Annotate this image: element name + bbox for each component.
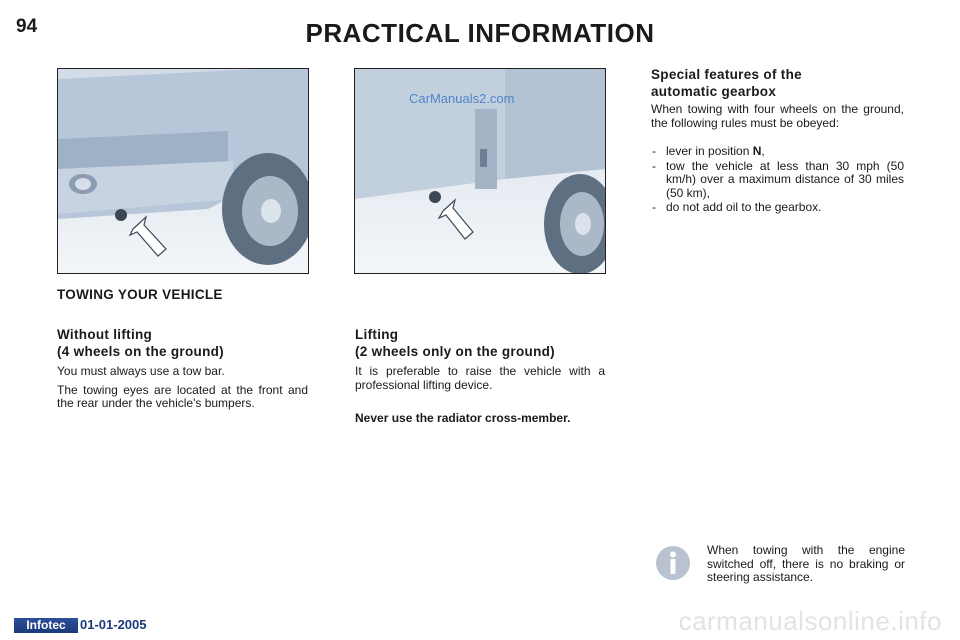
gearbox-rules-list	[651, 145, 904, 216]
radiator-warning: Never use the radiator cross-member.	[355, 411, 571, 425]
lifting-heading	[355, 326, 607, 360]
lifting-device-text: It is preferable to raise the vehicle with a professional lifting device.	[355, 364, 605, 392]
rear-towing-figure	[354, 68, 606, 274]
tow-bar-text: You must always use a tow bar.	[57, 364, 225, 378]
info-note-text: When towing with the engine switched off, there is no braking or steering assistance.	[707, 543, 905, 584]
list-item	[651, 201, 904, 215]
without-lifting-heading-line1: Without lifting	[57, 327, 153, 342]
without-lifting-heading-line2: (4 wheels on the ground)	[57, 344, 224, 359]
towing-eyes-text: The towing eyes are located at the front and the rear under the vehicle's bumpers.	[57, 382, 308, 410]
tow-speed-text: tow the vehicle at less than 30 mph (50 km/h) over a maximum distance of 30 miles (50 km),	[666, 158, 904, 200]
lifting-heading-line2: (2 wheels only on the ground)	[355, 344, 555, 359]
section-heading: TOWING YOUR VEHICLE	[57, 287, 223, 302]
lifting-heading-line1: Lifting	[355, 327, 399, 342]
front-towing-figure	[57, 68, 309, 274]
footer-site-watermark: carmanualsonline.info	[678, 606, 942, 636]
list-dash: -	[652, 200, 656, 214]
gearbox-oil-text: do not add oil to the gearbox.	[666, 200, 822, 214]
lever-position-text: lever in position	[666, 144, 753, 158]
list-dash: -	[652, 158, 656, 173]
info-icon	[655, 545, 691, 581]
list-item	[651, 145, 904, 159]
page-number: 94	[16, 16, 38, 37]
lever-position-value: N	[752, 144, 762, 158]
gearbox-heading-line2: automatic gearbox	[651, 84, 777, 99]
gearbox-heading	[651, 66, 906, 100]
lifting-body	[355, 365, 605, 397]
watermark-text: CarManuals2.com	[409, 91, 515, 106]
list-dash: -	[652, 144, 656, 158]
page-title: PRACTICAL INFORMATION	[305, 18, 655, 48]
infotec-badge: Infotec	[14, 618, 78, 633]
gearbox-intro: When towing with four wheels on the ground, the following rules must be obeyed:	[651, 102, 904, 130]
without-lifting-heading	[57, 326, 307, 360]
list-item	[651, 160, 904, 201]
gearbox-heading-line1: Special features of the	[651, 67, 802, 82]
without-lifting-body	[57, 365, 308, 416]
lever-position-suffix: ,	[761, 144, 765, 158]
footer-date: 01-01-2005	[80, 617, 147, 632]
front-vehicle-illustration	[58, 69, 308, 273]
